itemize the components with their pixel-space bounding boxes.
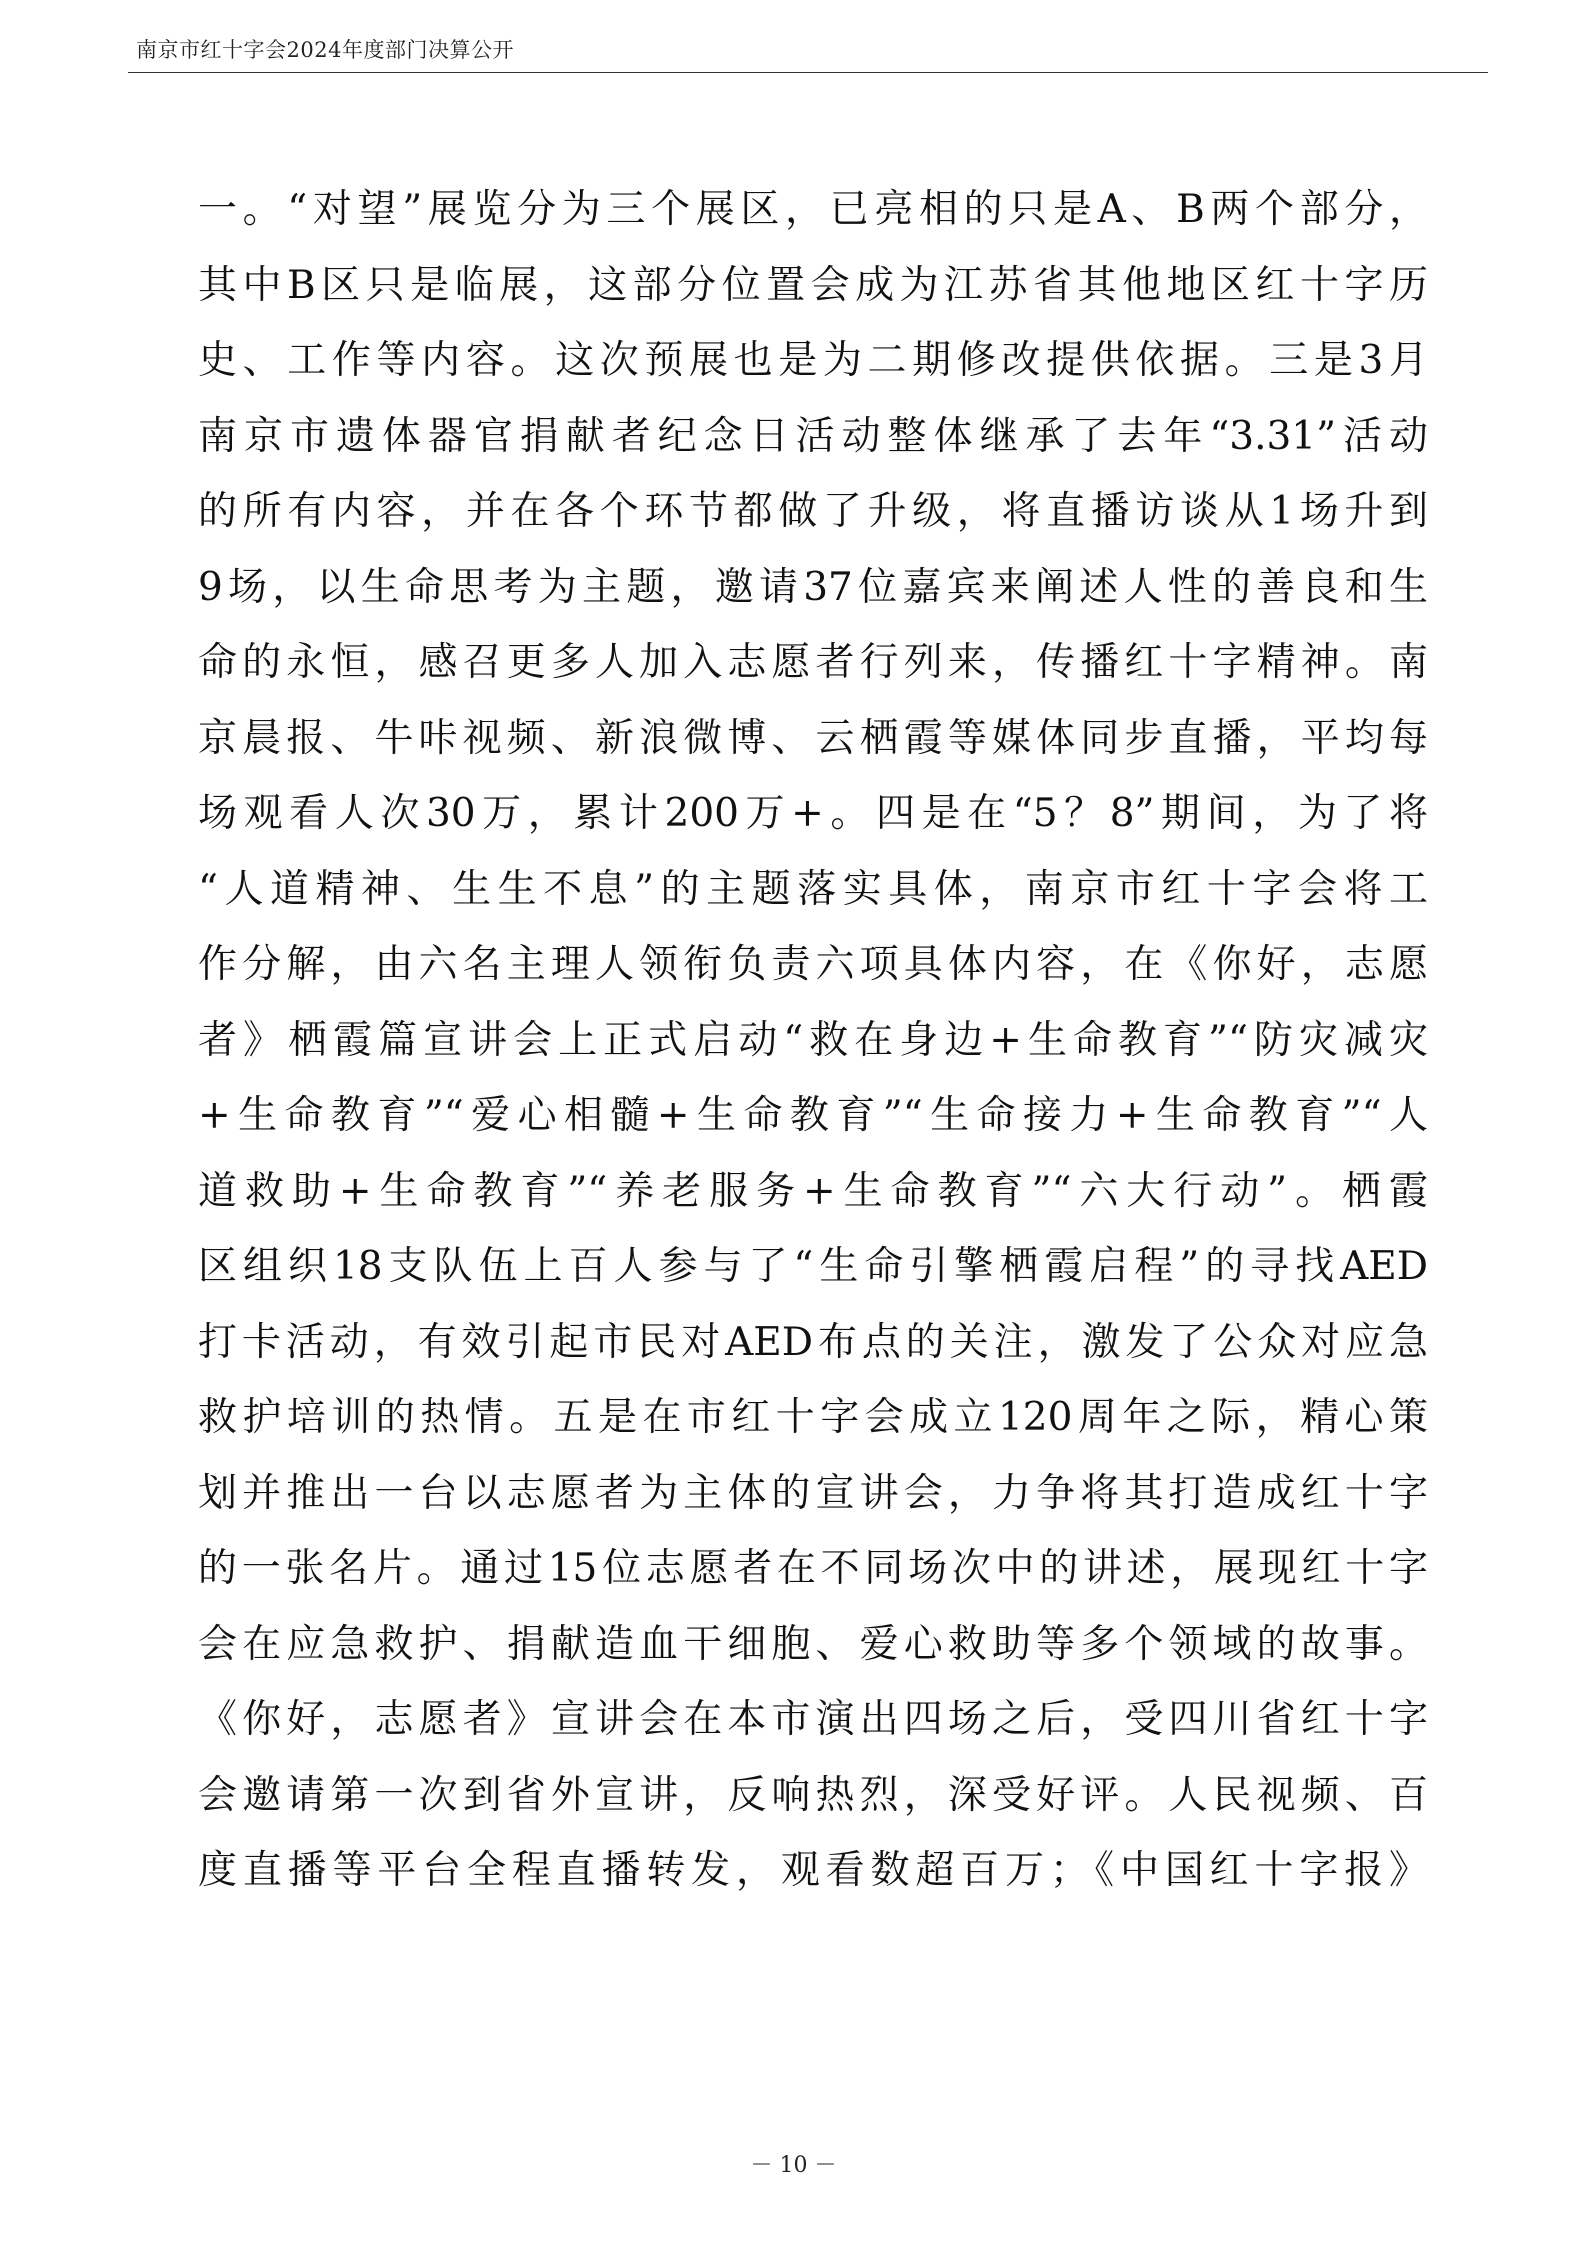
body-line: 其中B区只是临展，这部分位置会成为江苏省其他地区红十字历 bbox=[198, 262, 1428, 308]
body-line: 《你好，志愿者》宣讲会在本市演出四场之后，受四川省红十字 bbox=[198, 1697, 1428, 1742]
body-line: 道救助+生命教育”“养老服务+生命教育”“六大行动”。栖霞 bbox=[198, 1168, 1428, 1214]
body-line: +生命教育”“爱心相髓+生命教育”“生命接力+生命教育”“人 bbox=[198, 1093, 1428, 1138]
body-line: 救护培训的热情。五是在市红十字会成立120周年之际，精心策 bbox=[198, 1395, 1428, 1440]
body-line: 南京市遗体器官捐献者纪念日活动整体继承了去年“3.31”活动 bbox=[198, 413, 1428, 459]
document-title: 南京市红十字会2024年度部门决算公开 bbox=[136, 38, 514, 62]
body-line: 区组织18支队伍上百人参与了“生命引擎栖霞启程”的寻找AED bbox=[198, 1244, 1428, 1289]
body-line: 一。“对望”展览分为三个展区，已亮相的只是A、B两个部分， bbox=[198, 187, 1428, 232]
body-line: 场观看人次30万，累计200万+。四是在“5？8”期间，为了将 bbox=[198, 791, 1428, 836]
page-header bbox=[128, 28, 1488, 73]
body-line: 会在应急救护、捐献造血干细胞、爱心救助等多个领域的故事。 bbox=[198, 1621, 1428, 1667]
body-line: 京晨报、牛咔视频、新浪微博、云栖霞等媒体同步直播，平均每 bbox=[198, 715, 1428, 761]
body-line: 划并推出一台以志愿者为主体的宣讲会，力争将其打造成红十字 bbox=[198, 1470, 1428, 1516]
body-line: 9场，以生命思考为主题，邀请37位嘉宾来阐述人性的善良和生 bbox=[198, 564, 1428, 610]
body-line: 史、工作等内容。这次预展也是为二期修改提供依据。三是3月 bbox=[198, 338, 1428, 383]
body-line: 的所有内容，并在各个环节都做了升级，将直播访谈从1场升到 bbox=[198, 489, 1428, 534]
body-line: 作分解，由六名主理人领衔负责六项具体内容，在《你好，志愿 bbox=[198, 942, 1428, 987]
body-line: “人道精神、生生不息”的主题落实具体，南京市红十字会将工 bbox=[198, 866, 1428, 912]
body-line: 度直播等平台全程直播转发，观看数超百万；《中国红十字报》 bbox=[198, 1848, 1428, 1893]
body-line: 者》栖霞篇宣讲会上正式启动“救在身边+生命教育”“防灾减灾 bbox=[198, 1017, 1428, 1063]
page-number: － 10 － bbox=[750, 2153, 837, 2178]
body-paragraph bbox=[198, 172, 1428, 1909]
body-line: 会邀请第一次到省外宣讲，反响热烈，深受好评。人民视频、百 bbox=[198, 1772, 1428, 1818]
body-line: 命的永恒，感召更多人加入志愿者行列来，传播红十字精神。南 bbox=[198, 640, 1428, 685]
body-line: 打卡活动，有效引起市民对AED布点的关注，激发了公众对应急 bbox=[198, 1319, 1428, 1365]
body-line: 的一张名片。通过15位志愿者在不同场次中的讲述，展现红十字 bbox=[198, 1546, 1428, 1591]
